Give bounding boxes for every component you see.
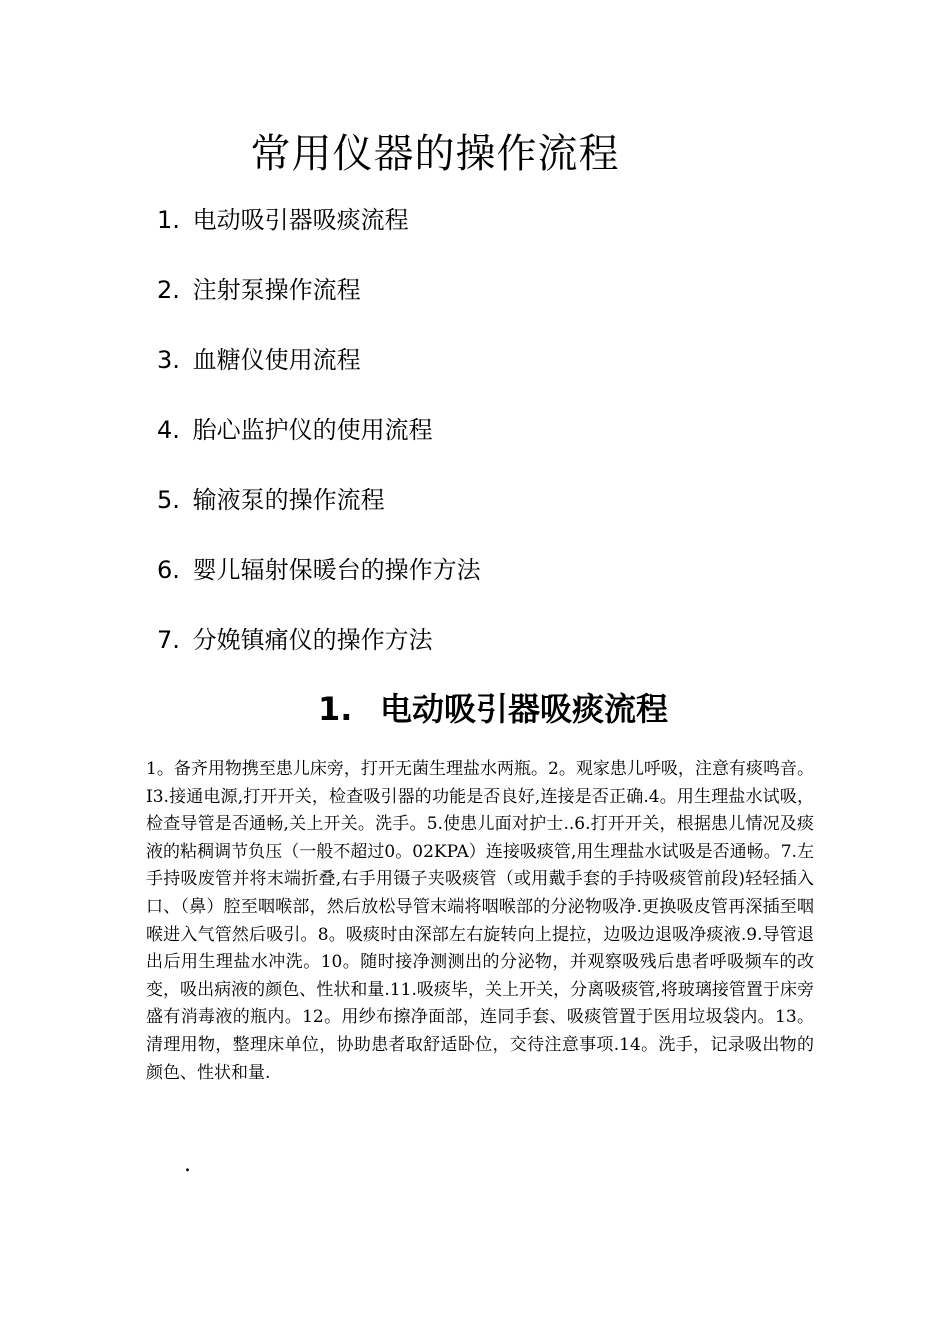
toc-item bbox=[157, 410, 481, 480]
toc-item-label: 胎心监护仪的使用流程 bbox=[192, 416, 433, 444]
section-body-paragraph: 1。备齐用物携至患儿床旁，打开无菌生理盐水两瓶。2。观家患儿呼吸，注意有痰鸣音。I3.接通电源,打开开关，检查吸引器的功能是否良好,连接是否正确.4。用生理盐水试吸，检查导管是否通畅,关上开关。洗手。5.使患儿面对护士..6.打开开关，根据患儿情况及痰液的粘稠调节负压（一般不超过0。02KPA）连接吸痰管,用生理盐水试吸是否通畅。7.左手持吸废管并将末端折叠,右手用镊子夹吸痰管（或用戴手套的手持吸痰管前段)轻轻插入口、（鼻）腔至咽喉部，然后放松导管末端将咽喉部的分泌物吸净.更换吸皮管再深插至咽喉进入气管然后吸引。8。吸痰时由深部左右旋转向上提拉，边吸边退吸净痰液.9.导管退出后用生理盐水冲洗。10。随时接净测测出的分泌物，并观察吸残后患者呼吸频车的改变，吸出病液的颜色、性状和量.11.吸痰毕，关上开关，分离吸痰管,将玻璃接管置于床旁盛有消毒液的瓶内。12。用纱布擦净面部，连同手套、吸痰管置于医用垃圾袋内。13。清理用物，整理床单位，协助患者取舒适卧位，交待注意事项.14。洗手，记录吸出物的颜色、性状和量. bbox=[146, 759, 814, 1083]
toc-item-number: 4. bbox=[157, 416, 180, 444]
toc-item-number: 3. bbox=[157, 346, 180, 374]
toc-item-number: 2. bbox=[157, 276, 180, 304]
toc-item bbox=[157, 200, 481, 270]
toc-item-number: 5. bbox=[157, 486, 180, 514]
toc-item bbox=[157, 270, 481, 340]
trailing-mark: . bbox=[184, 1152, 191, 1177]
toc-item-number: 6. bbox=[157, 556, 180, 584]
toc-item bbox=[157, 480, 481, 550]
toc-item bbox=[157, 620, 481, 690]
toc-item-label: 分娩镇痛仪的操作方法 bbox=[192, 626, 433, 654]
table-of-contents bbox=[157, 200, 481, 690]
toc-item-label: 注射泵操作流程 bbox=[192, 276, 361, 304]
section-heading bbox=[318, 684, 668, 730]
toc-item-label: 血糖仪使用流程 bbox=[192, 346, 361, 374]
toc-item bbox=[157, 550, 481, 620]
toc-item-number: 1. bbox=[157, 206, 180, 234]
toc-item bbox=[157, 340, 481, 410]
section-heading-text: 电动吸引器吸痰流程 bbox=[380, 690, 669, 728]
toc-item-number: 7. bbox=[157, 626, 180, 654]
section-number: 1. bbox=[318, 690, 353, 728]
document-title: 常用仪器的操作流程 bbox=[250, 131, 620, 177]
toc-item-label: 婴儿辐射保暖台的操作方法 bbox=[192, 556, 481, 584]
toc-item-label: 电动吸引器吸痰流程 bbox=[192, 206, 409, 234]
toc-item-label: 输液泵的操作流程 bbox=[192, 486, 385, 514]
